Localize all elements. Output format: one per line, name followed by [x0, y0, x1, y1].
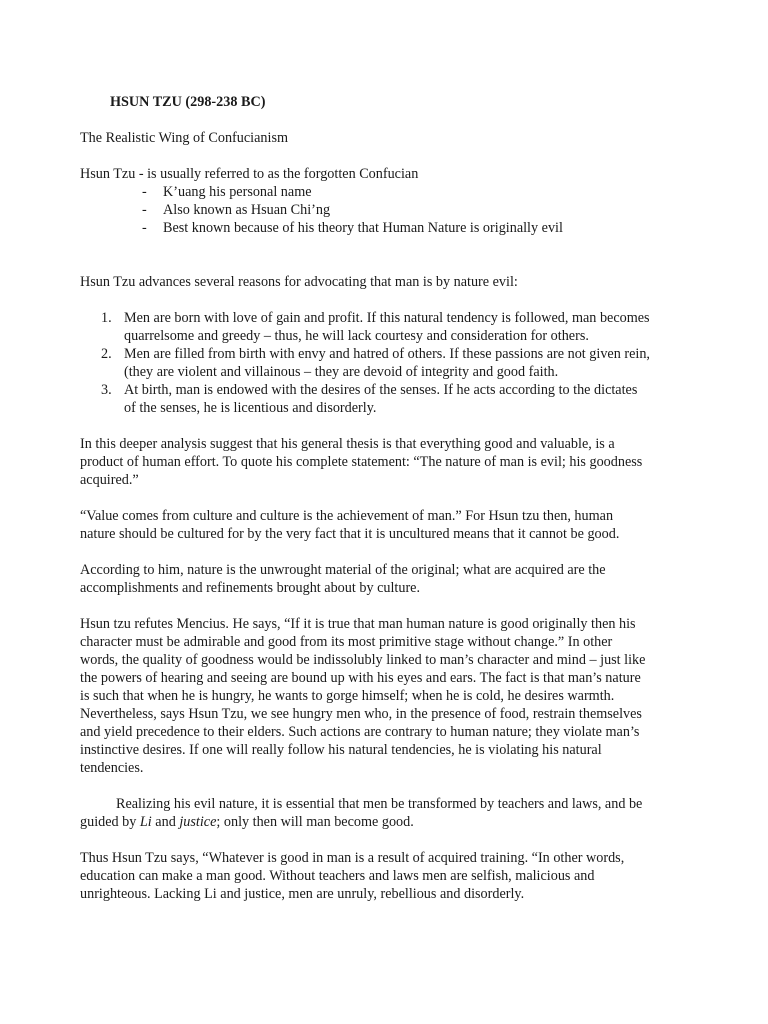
- paragraph-thesis: In this deeper analysis suggest that his general thesis is that everything good and valuable, is a product of human effort. To quote his complete statement: “The nature of man is evil; his goodness acquired.”: [80, 436, 643, 488]
- transform-text-1: Realizing his evil nature, it is essential that men be transformed by teachers and laws, and be guided by: [80, 796, 643, 830]
- reason-text: Men are born with love of gain and profit. If this natural tendency is followed, man becomes quarrelsome and greedy – thus, he will lack courtesy and consideration for others.: [124, 310, 650, 344]
- document-body: [80, 93, 650, 921]
- paragraph-value: “Value comes from culture and culture is the achievement of man.” For Hsun tzu then, human nature should be cultured for by the very fact that it is uncultured means that it cannot be good.: [80, 508, 620, 542]
- term-justice: justice: [179, 814, 217, 830]
- list-number: 2.: [101, 346, 112, 362]
- dash-bullet: -: [142, 184, 147, 200]
- term-li: Li: [139, 814, 152, 830]
- fact-text: Also known as Hsuan Chi’ng: [163, 202, 331, 218]
- reasons-list: [80, 309, 650, 417]
- facts-list: [80, 183, 650, 237]
- list-item: [80, 381, 650, 417]
- reason-text: At birth, man is endowed with the desires of the senses. If he acts according to the dictates of the senses, he is licentious and disorderly.: [124, 382, 638, 416]
- paragraph-nature: According to him, nature is the unwrought material of the original; what are acquired are the accomplishments and refinements brought about by culture.: [80, 562, 606, 596]
- list-item: [80, 309, 650, 345]
- list-item: [80, 345, 650, 381]
- list-item: [80, 201, 650, 219]
- dash-bullet: -: [142, 220, 147, 236]
- document-title: HSUN TZU (298-238 BC): [110, 94, 266, 110]
- intro-line: Hsun Tzu - is usually referred to as the forgotten Confucian: [80, 166, 419, 182]
- paragraph-mencius: Hsun tzu refutes Mencius. He says, “If it is true that man human nature is good originally then his character must be admirable and good from its most primitive stage without change.” In other words, the quality of goodness would be indissolubly linked to man’s character and mind – just like the powers of hearing and seeing are bound up with his eyes and ears. The fact is that man’s nature is such that when he is hungry, he wants to gorge himself; when he is cold, he desires warmth. Nevertheless, says Hsun Tzu, we see hungry men who, in the presence of food, restrain themselves and yield precedence to their elders. Such actions are contrary to human nature; they violate man’s instinctive desires. If one will really follow his natural tendencies, he is violating his natural tendencies.: [80, 616, 646, 776]
- list-number: 1.: [101, 310, 112, 326]
- transform-and: and: [151, 814, 180, 830]
- list-item: [80, 183, 650, 201]
- fact-text: K’uang his personal name: [163, 184, 312, 200]
- fact-text: Best known because of his theory that Human Nature is originally evil: [163, 220, 563, 236]
- list-item: [80, 219, 650, 237]
- document-subtitle: The Realistic Wing of Confucianism: [80, 130, 288, 146]
- paragraph-transform: [80, 795, 650, 831]
- paragraph-training: Thus Hsun Tzu says, “Whatever is good in man is a result of acquired training. “In other words, education can make a man good. Without teachers and laws men are selfish, malicious and unrighteous. Lacking Li and justice, men are unruly, rebellious and disorderly.: [80, 850, 625, 902]
- reasons-intro: Hsun Tzu advances several reasons for advocating that man is by nature evil:: [80, 274, 518, 290]
- dash-bullet: -: [142, 202, 147, 218]
- reason-text: Men are filled from birth with envy and hatred of others. If these passions are not given rein, (they are violent and villainous – they are devoid of integrity and good faith.: [124, 346, 650, 380]
- list-number: 3.: [101, 382, 112, 398]
- transform-text-2: ; only then will man become good.: [216, 814, 414, 830]
